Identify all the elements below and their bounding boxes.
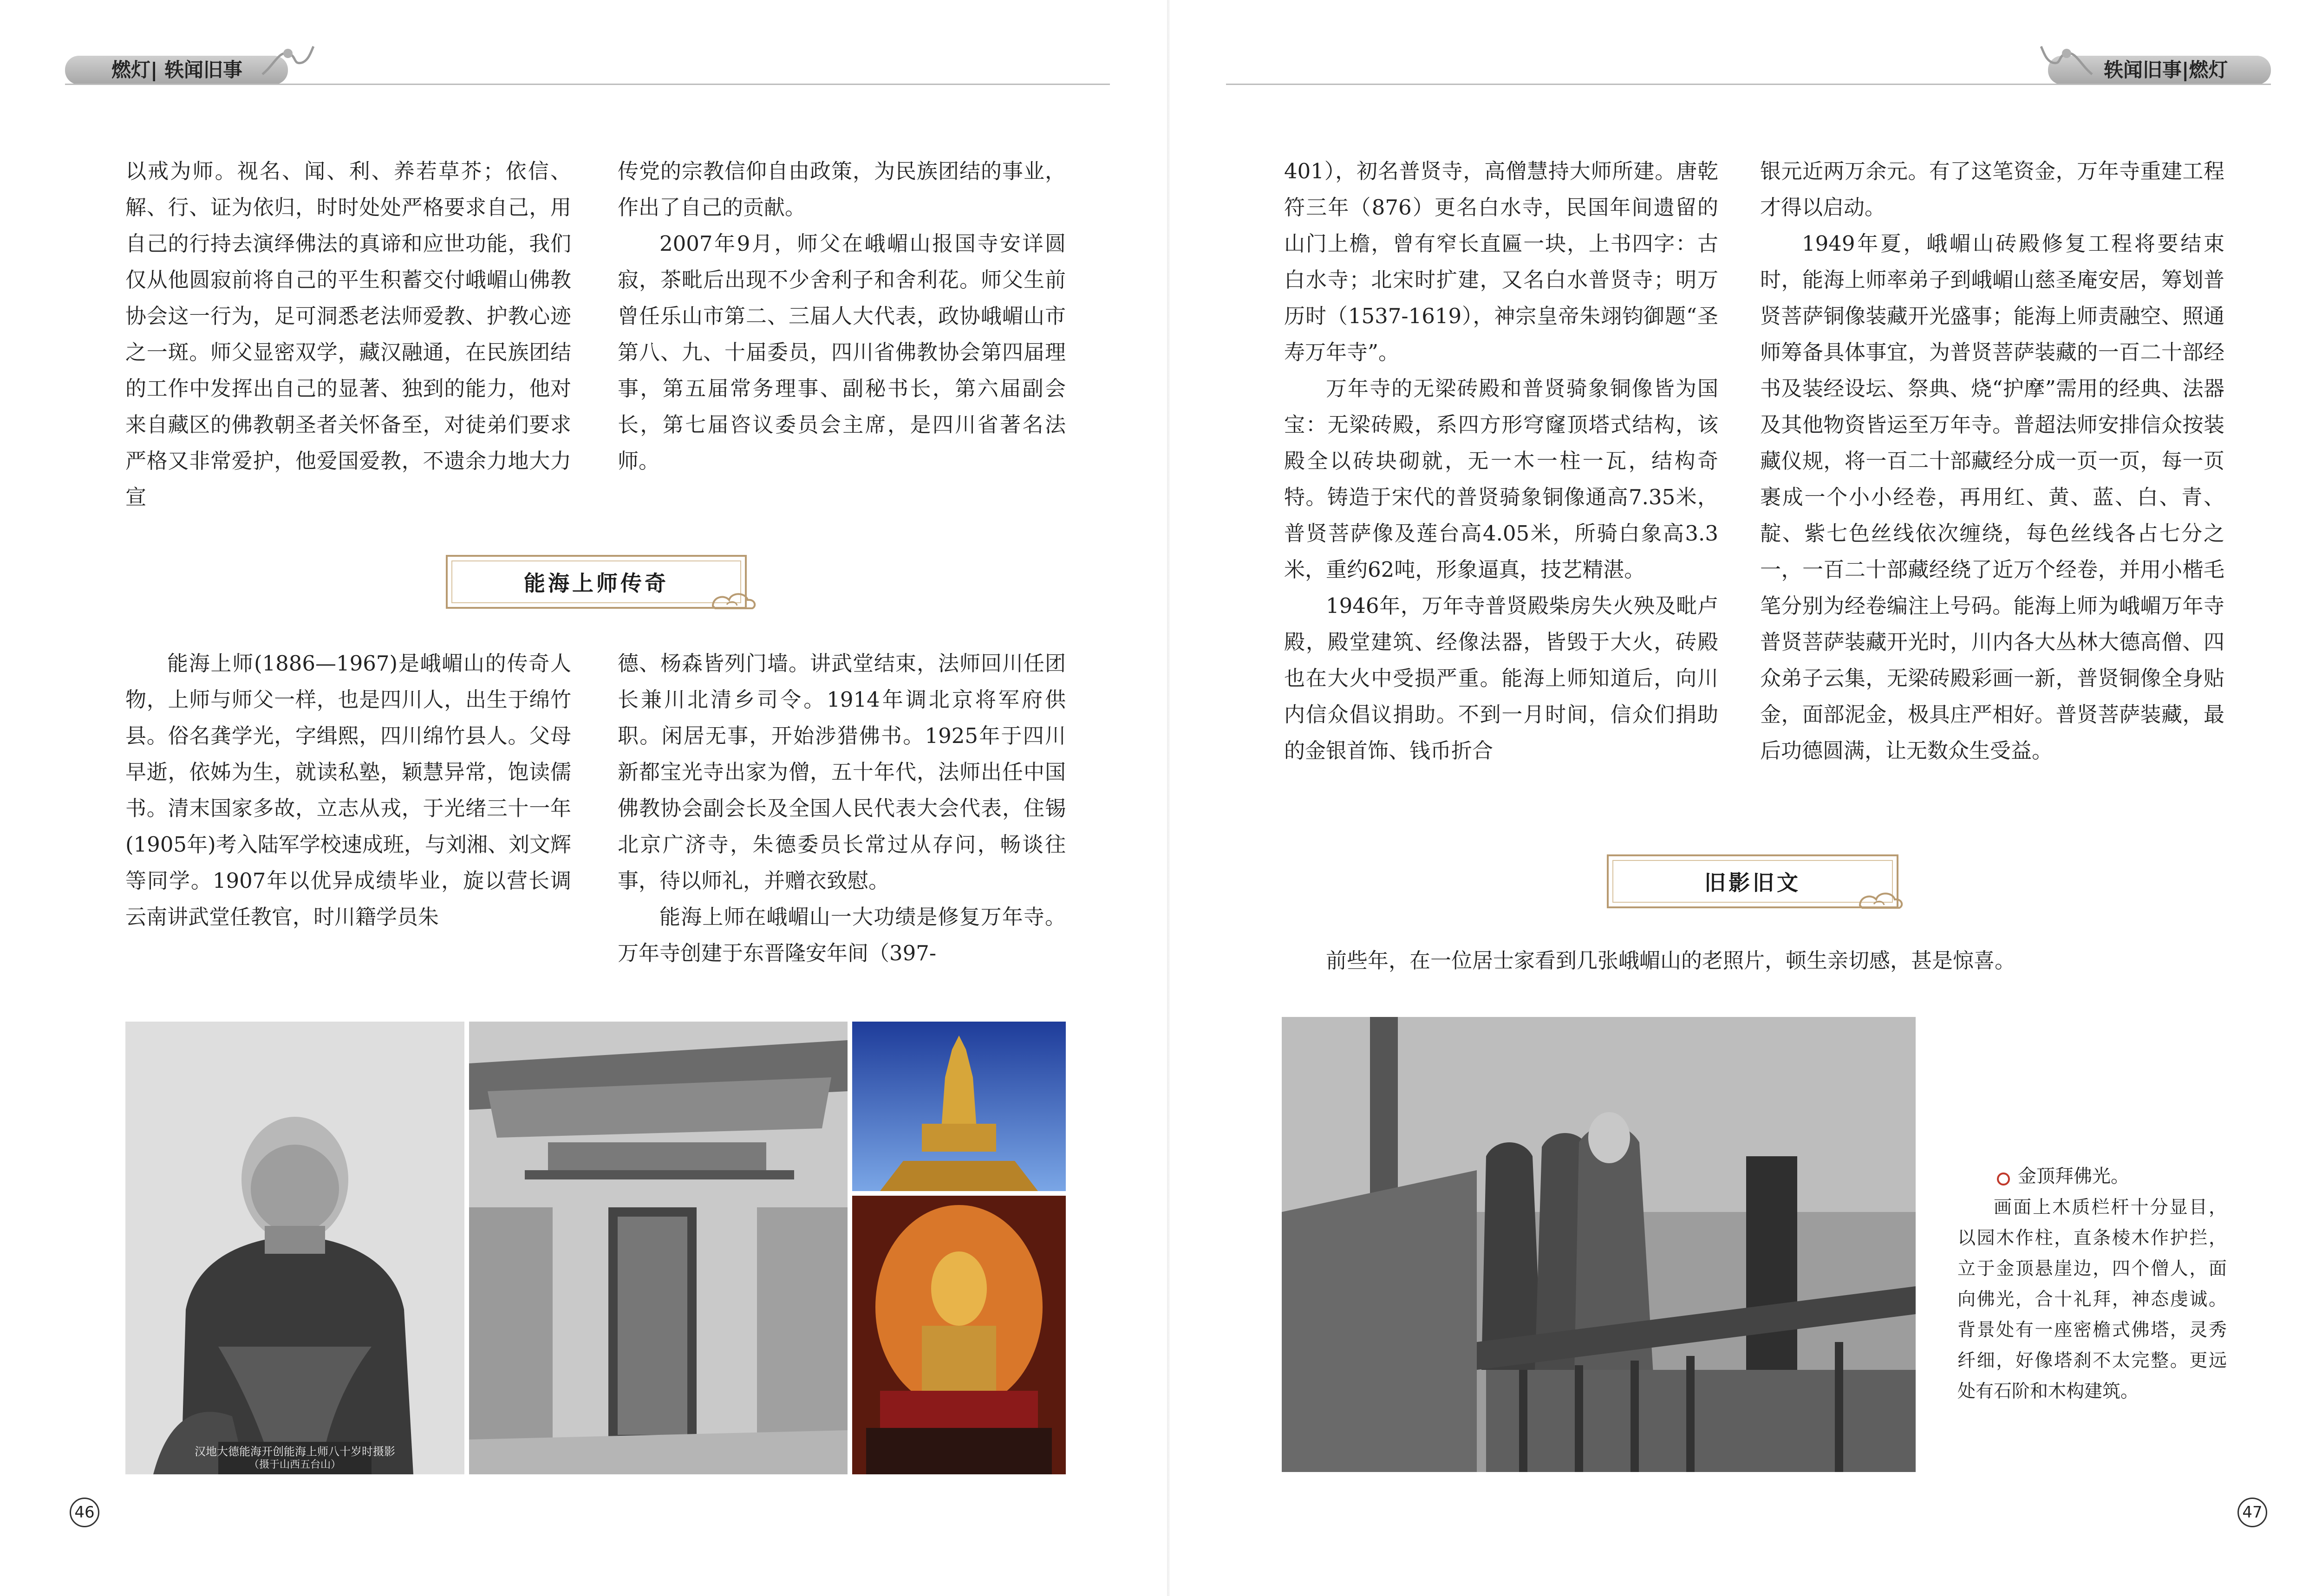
section-title-text: 旧影旧文	[1704, 870, 1801, 895]
page-number-left: 46	[70, 1498, 99, 1527]
caption-title: 金顶拜佛光。	[2018, 1166, 2129, 1187]
paragraph: 1946年，万年寺普贤殿柴房失火殃及毗卢殿，殿堂建筑、经像法器，皆毁于大火，砖殿也在大火中受损严重。能海上师知道后，向川内信众倡议捐助。不到一月时间，信众们捐助的金银首饰、钱币折合	[1284, 593, 1718, 763]
paragraph: 401），初名普贤寺，高僧慧持大师所建。唐乾符三年（876）更名白水寺，民国年间遗留的山门上檐，曾有窄长直匾一块，上书四字：古白水寺；北宋时扩建，又名白水普贤寺；明万历时（1537-1619），神宗皇帝朱翊钧御题“圣寿万年寺”。	[1284, 159, 1718, 365]
running-head-left: 燃灯| 轶闻旧事	[111, 59, 242, 81]
header-ornament-left	[260, 37, 316, 79]
page-gutter	[1167, 0, 1169, 1596]
paragraph: 能海上师(1886—1967)是峨嵋山的传奇人物，上师与师父一样，也是四川人，出生于绵竹县。俗名龚学光，字缉熙，四川绵竹县人。父母早逝，依姊为生，就读私塾，颖慧异常，饱读儒书。清末国家多故，立志从戎，于光绪三十一年(1905年)考入陆军学校速成班，与刘湘、刘文辉等同学。1907年以优异成绩毕业，旋以营长调云南讲武堂任教官，时川籍学员朱	[125, 651, 571, 929]
paragraph: 万年寺的无梁砖殿和普贤骑象铜像皆为国宝：无梁砖殿，系四方形穹窿顶塔式结构，该殿全以砖块砌就，无一木一柱一瓦，结构奇特。铸造于宋代的普贤骑象铜像通高7.35米，普贤菩萨像及莲台高4.05米，所骑白象高3.3米，重约62吨，形象逼真，技艺精湛。	[1284, 376, 1718, 582]
paragraph: 1949年夏，峨嵋山砖殿修复工程将要结束时，能海上师率弟子到峨嵋山慈圣庵安居，筹划普贤菩萨铜像装藏开光盛事；能海上师责融空、照通师筹备具体事宜，为普贤菩萨装藏的一百二十部经书及装经设坛、祭典、烧“护摩”需用的经典、法器及其他物资皆运至万年寺。普超法师安排信众按装藏仪规，将一百二十部藏经分成一页一页，每一页裹成一个小小经卷，再用红、黄、蓝、白、青、靛、紫七色丝线依次缠绕，每色丝线各占七分之一，一百二十部藏经绕了近万个经卷，并用小楷毛笔分别为经卷编注上号码。能海上师为峨嵋万年寺普贤菩萨装藏开光时，川内各大丛林大德高僧、四众弟子云集，无梁砖殿彩画一新，普贤铜像全身贴金，面部泥金，极具庄严相好。普贤菩萨装藏，最后功德圆满，让无数众生受益。	[1760, 231, 2224, 763]
caption-body: 画面上木质栏杆十分显目，以园木作柱，直条棱木作护拦，立于金顶悬崖边，四个僧人，面向佛光，合十礼拜，神态虔诚。背景处有一座密檐式佛塔，灵秀纤细，好像塔刹不太完整。更远处有石阶和木构建筑。	[1957, 1197, 2227, 1402]
header-rule-left	[65, 84, 1110, 85]
cloud-ornament	[1855, 885, 1906, 912]
paragraph: 2007年9月，师父在峨嵋山报国寺安详圆寂，茶毗后出现不少舍利子和舍利花。师父生前曾任乐山市第二、三届人大代表，政协峨嵋山市第八、九、十届委员，四川省佛教协会第四届理事，第五届常务理事、副秘书长，第六届副会长，第七届咨议委员会主席，是四川省著名法师。	[618, 231, 1066, 473]
section-title-old-photos	[1607, 854, 1898, 908]
right-col2	[1760, 153, 2224, 769]
photo-caption-line1: 汉地大德能海开创能海上师八十岁时摄影	[195, 1445, 395, 1458]
paragraph: 银元近两万余元。有了这笔资金，万年寺重建工程才得以启动。	[1760, 159, 2224, 220]
header-ornament-right	[2039, 37, 2094, 79]
caption-bullet-icon	[1997, 1173, 2010, 1186]
right-col1	[1284, 153, 1718, 769]
paragraph: 德、杨森皆列门墙。讲武堂结束，法师回川任团长兼川北清乡司令。1914年调北京将军府供职。闲居无事，开始涉猎佛书。1925年于四川新都宝光寺出家为僧，五十年代，法师出任中国佛教协会副会长及全国人民代表大会代表，住锡北京广济寺，朱德委员长常过从存问，畅谈往事，待以师礼，并赠衣致慰。	[618, 651, 1066, 893]
paragraph: 能海上师在峨嵋山一大功绩是修复万年寺。万年寺创建于东晋隆安年间（397-	[618, 905, 1066, 965]
page-number-right: 47	[2237, 1498, 2267, 1527]
left-col2-top	[618, 153, 1066, 479]
section-title-text: 能海上师传奇	[524, 571, 669, 596]
left-col2-bottom	[618, 645, 1066, 971]
paragraph: 以戒为师。视名、闻、利、养若草芥；依信、解、行、证为依归，时时处处严格要求自己，用自己的行持去演绎佛法的真谛和应世功能，我们仅从他圆寂前将自己的平生积蓄交付峨嵋山佛教协会这一行为，足可洞悉老法师爱教、护教心迹之一斑。师父显密双学，藏汉融通，在民族团结的工作中发挥出自己的显著、独到的能力，他对来自藏区的佛教朝圣者关怀备至，对徒弟们要求严格又非常爱护，他爱国爱教，不遗余力地大力宣	[125, 159, 571, 509]
temple-gate-photo	[469, 1022, 848, 1474]
portrait-photo-nenghai	[125, 1022, 464, 1474]
header-rule-right	[1226, 84, 2271, 85]
running-head-right: 轶闻旧事|燃灯	[2104, 59, 2228, 81]
photo-caption-line2: （摄于山西五台山）	[248, 1459, 341, 1471]
golden-summit-statue-photo	[852, 1022, 1066, 1191]
left-col1-bottom	[125, 645, 571, 935]
section-title-nenghai	[446, 555, 747, 609]
right-intro	[1284, 943, 2241, 979]
buddha-shrine-photo	[852, 1196, 1066, 1474]
paragraph: 前些年，在一位居士家看到几张峨嵋山的老照片，顿生亲切感，甚是惊喜。	[1326, 948, 2016, 973]
cloud-ornament	[708, 585, 759, 613]
left-col1-top	[125, 153, 571, 515]
paragraph: 传党的宗教信仰自由政策，为民族团结的事业，作出了自己的贡献。	[618, 159, 1066, 220]
golden-summit-monks-photo	[1282, 1017, 1916, 1472]
